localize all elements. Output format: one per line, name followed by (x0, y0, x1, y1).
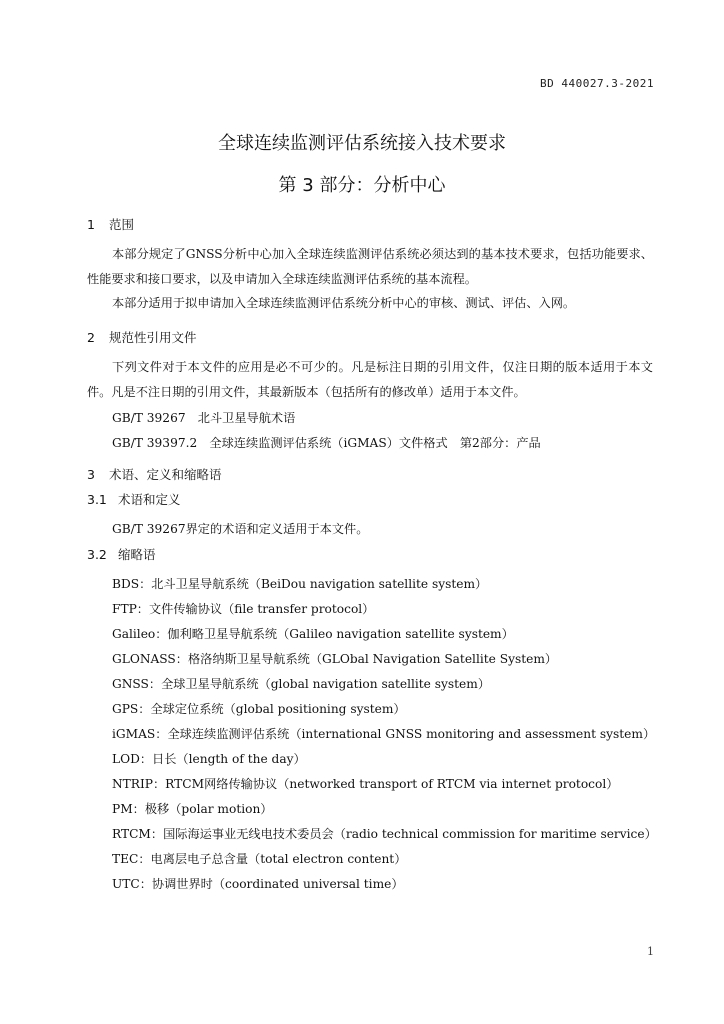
section-number: 3.2 (87, 547, 107, 562)
subsection-heading-abbreviations (87, 545, 156, 563)
section-title: 范围 (109, 217, 135, 232)
abbreviation-item: BDS：北斗卫星导航系统（BeiDou navigation satellite system） (112, 577, 488, 591)
section-number: 3.1 (87, 492, 107, 507)
abbreviation-item: RTCM：国际海运事业无线电技术委员会（radio technical commission for maritime service） (112, 827, 657, 841)
section-heading-normative-references (87, 328, 197, 346)
abbreviation-item: GNSS：全球卫星导航系统（global navigation satellite system） (112, 677, 491, 691)
section-title: 术语和定义 (118, 492, 181, 507)
reference-item: GB/T 39267 北斗卫星导航术语 (112, 411, 296, 425)
abbreviation-item: TEC：电离层电子总含量（total electron content） (112, 852, 407, 866)
abbreviation-item: GPS：全球定位系统（global positioning system） (112, 702, 406, 716)
document-code: BD 440027.3-2021 (540, 77, 654, 90)
section-title: 缩略语 (118, 547, 156, 562)
section-heading-scope (87, 215, 134, 233)
abbreviation-item: Galileo：伽利略卫星导航系统（Galileo navigation satellite system） (112, 627, 514, 641)
paragraph-references-intro: 下列文件对于本文件的应用是必不可少的。凡是标注日期的引用文件，仅注日期的版本适用于本文件。凡是不注日期的引用文件，其最新版本（包括所有的修改单）适用于本文件。 (87, 360, 653, 399)
paragraph-scope-1: 本部分规定了GNSS分析中心加入全球连续监测评估系统必须达到的基本技术要求，包括功能要求、性能要求和接口要求，以及申请加入全球连续监测评估系统的基本流程。 (87, 247, 653, 286)
section-number: 3 (87, 467, 95, 482)
document-subtitle: 第 3 部分：分析中心 (278, 175, 446, 196)
abbreviation-item: GLONASS：格洛纳斯卫星导航系统（GLObal Navigation Satellite System） (112, 652, 558, 666)
abbreviation-item: iGMAS：全球连续监测评估系统（international GNSS monitoring and assessment system） (112, 727, 656, 741)
reference-item: GB/T 39397.2 全球连续监测评估系统（iGMAS）文件格式 第2部分：产品 (112, 436, 541, 450)
abbreviation-item: UTC：协调世界时（coordinated universal time） (112, 877, 404, 891)
section-title: 术语、定义和缩略语 (109, 467, 222, 482)
paragraph-definitions: GB/T 39267界定的术语和定义适用于本文件。 (112, 522, 369, 536)
document-title: 全球连续监测评估系统接入技术要求 (218, 133, 506, 154)
section-number: 2 (87, 330, 95, 345)
abbreviation-item: PM：极移（polar motion） (112, 802, 273, 816)
section-number: 1 (87, 217, 95, 232)
section-heading-terms (87, 465, 222, 483)
paragraph-scope-2: 本部分适用于拟申请加入全球连续监测评估系统分析中心的审核、测试、评估、入网。 (112, 296, 576, 310)
abbreviation-item: FTP：文件传输协议（file transfer protocol） (112, 602, 375, 616)
abbreviation-item: LOD：日长（length of the day） (112, 752, 306, 766)
section-title: 规范性引用文件 (109, 330, 197, 345)
abbreviation-item: NTRIP：RTCM网络传输协议（networked transport of RTCM via internet protocol） (112, 777, 619, 791)
subsection-heading-definitions (87, 490, 181, 508)
page-number: 1 (647, 945, 654, 958)
